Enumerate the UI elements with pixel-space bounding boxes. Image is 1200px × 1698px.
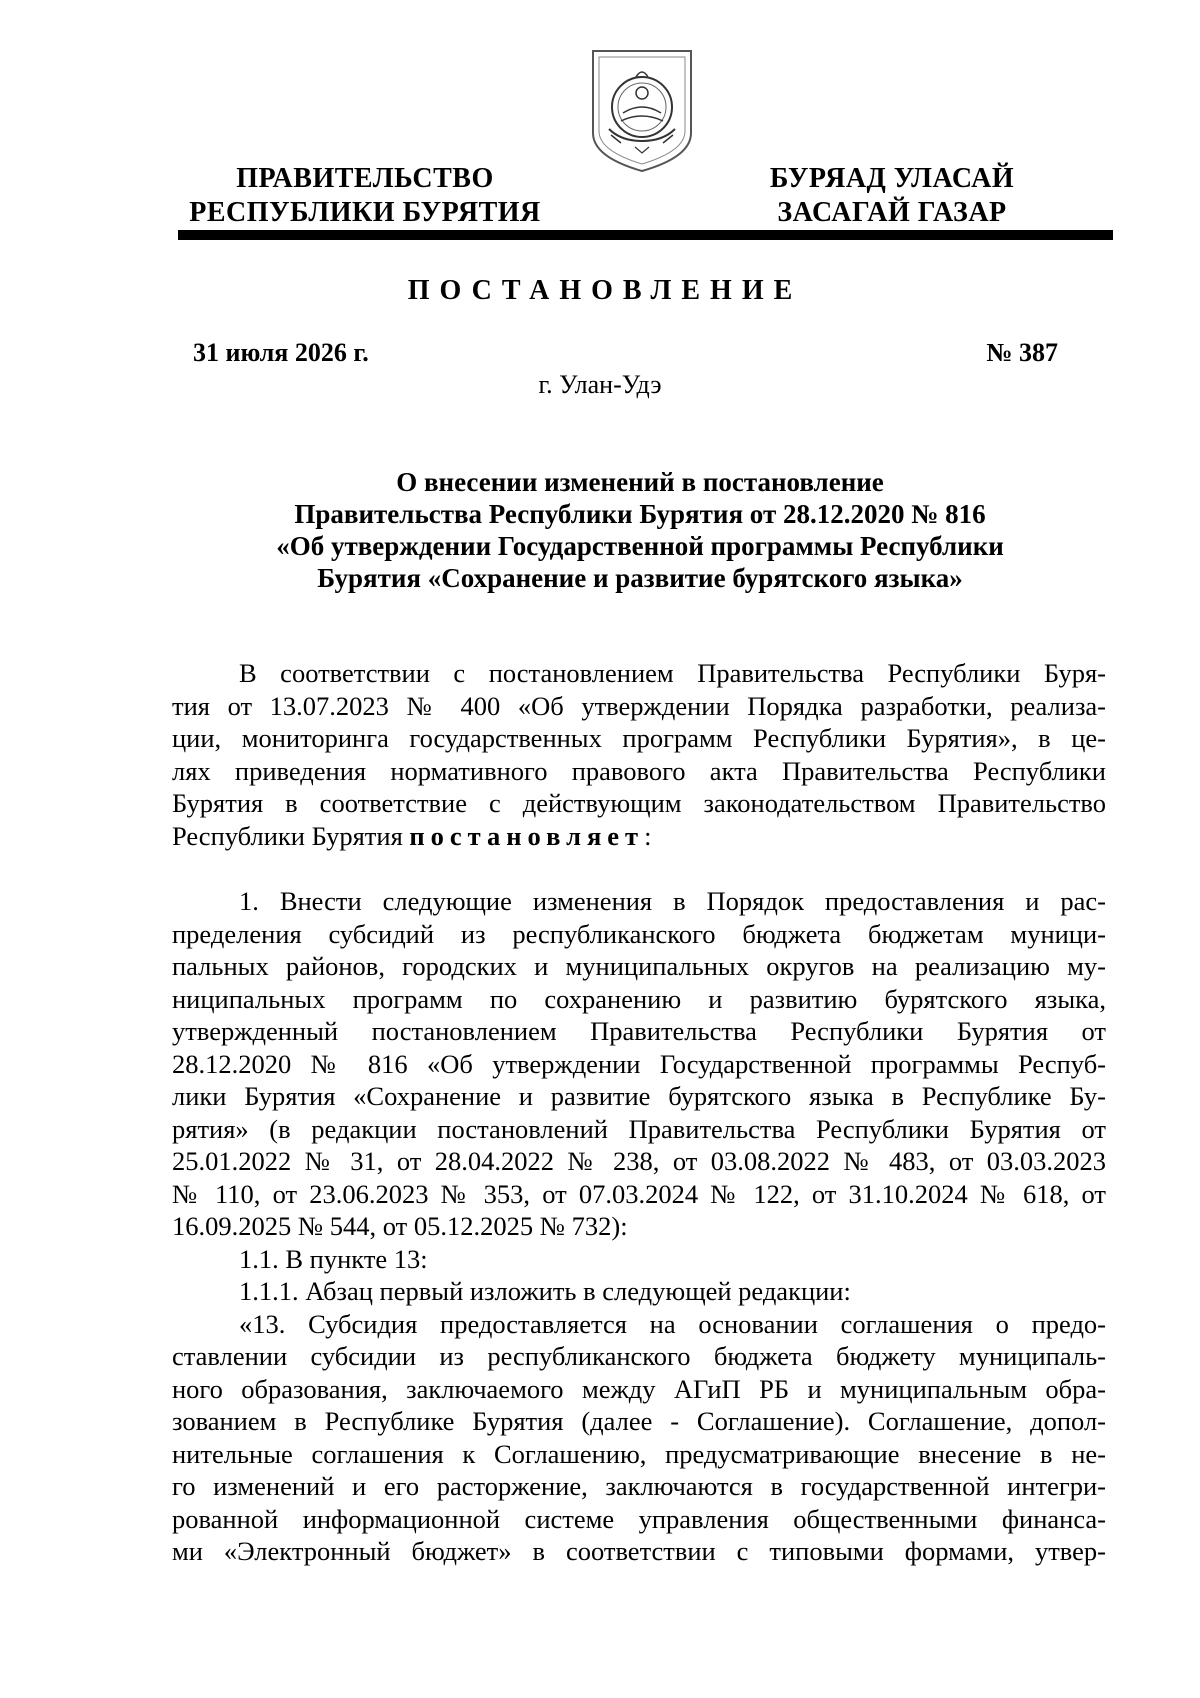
title-line: Бурятия «Сохранение и развитие бурятского языка»	[317, 563, 963, 593]
text-line: ниципальных программ по сохранению и развитию бурятского языка,	[172, 983, 1106, 1014]
text-line: 25.01.2022 № 31, от 28.04.2022 № 238, от 03.08.2022 № 483, от 03.03.2023	[172, 1146, 1106, 1176]
government-name-buryat-line-2: ЗАСАГАЙ ГАЗАР	[777, 197, 1007, 228]
government-name-line-1: ПРАВИТЕЛЬСТВО	[236, 163, 494, 194]
preamble-last-line-prefix: Республики Бурятия	[172, 820, 410, 851]
item-1-1-1: 1.1.1. Абзац первый изложить в следующей редакции:	[239, 1276, 851, 1306]
preamble-paragraph	[172, 657, 1106, 852]
text-line: рятия» (в редакции постановлений Правительства Республики Бурятия от	[172, 1113, 1106, 1144]
text-line: лики Бурятия «Сохранение и развитие бурятского языка в Республике Бу-	[172, 1081, 1106, 1111]
text-line: 28.12.2020 № 816 «Об утверждении Государственной программы Респуб-	[172, 1048, 1106, 1079]
text-line: тия от 13.07.2023 № 400 «Об утверждении Порядка разработки, реализа-	[172, 690, 1106, 721]
decree-number: № 387	[986, 338, 1058, 367]
title-line: «Об утверждении Государственной программы Республики	[276, 531, 1004, 561]
text-line: ставлении субсидии из республиканского бюджета бюджету муниципаль-	[172, 1341, 1106, 1371]
decree-title	[170, 466, 1110, 594]
text-line: 16.09.2025 № 544, от 05.12.2025 № 732):	[172, 1211, 628, 1241]
text-line: пределения субсидий из республиканского бюджета бюджетам муници-	[172, 918, 1106, 949]
text-line: 1. Внести следующие изменения в Порядок предоставления и рас-	[239, 886, 1106, 916]
text-line: «13. Субсидия предоставляется на основании соглашения о предо-	[239, 1308, 1106, 1339]
text-line: пальных районов, городских и муниципальных округов на реализацию му-	[172, 951, 1106, 981]
document-type-heading: ПОСТАНОВЛЕНИЕ	[407, 275, 803, 306]
government-name-russian	[160, 162, 570, 230]
decree-city: г. Улан-Удэ	[538, 370, 662, 399]
text-line: ми «Электронный бюджет» в соответствии с типовыми формами, утвер-	[172, 1536, 1106, 1566]
quoted-paragraph-13	[172, 1308, 1106, 1568]
decree-operative-word: постановляет	[409, 820, 645, 851]
text-line: рованной информационной системе управления общественными финанса-	[172, 1503, 1106, 1534]
preamble-last-line-suffix: :	[644, 820, 652, 851]
text-line: го изменений и его расторжение, заключаются в государственной интегри-	[172, 1471, 1106, 1501]
text-line: лях приведения нормативного правового акта Правительства Республики	[172, 755, 1106, 786]
text-line: Бурятия в соответствие с действующим законодательством Правительство	[172, 788, 1106, 818]
text-line: № 110, от 23.06.2023 № 353, от 07.03.2024 № 122, от 31.10.2024 № 618, от	[172, 1178, 1106, 1209]
text-line: утвержденный постановлением Правительства Республики Бурятия от	[172, 1016, 1106, 1046]
text-line: зованием в Республике Бурятия (далее - Соглашение). Соглашение, допол-	[172, 1406, 1106, 1436]
text-line: ного образования, заключаемого между АГиП РБ и муниципальным обра-	[172, 1373, 1106, 1404]
text-line	[172, 820, 1106, 853]
government-name-buryat	[742, 162, 1042, 230]
coat-of-arms-emblem	[591, 49, 693, 173]
item-1-paragraph	[172, 885, 1106, 1243]
item-1-1: 1.1. В пункте 13:	[239, 1243, 428, 1274]
decree-date: 31 июля 2026 г.	[193, 338, 369, 367]
title-line: О внесении изменений в постановление	[396, 467, 884, 497]
title-line: Правительства Республики Бурятия от 28.12.2020 № 816	[294, 499, 986, 529]
header-divider	[178, 230, 1113, 240]
decree-body	[172, 657, 1106, 1568]
government-name-line-2: РЕСПУБЛИКИ БУРЯТИЯ	[189, 197, 541, 228]
government-name-buryat-line-1: БУРЯАД УЛАСАЙ	[769, 163, 1015, 194]
text-line: ции, мониторинга государственных программ Республики Бурятия», в це-	[172, 723, 1106, 753]
text-line: В соответствии с постановлением Правительства Республики Буря-	[239, 658, 1106, 688]
text-line: нительные соглашения к Соглашению, предусматривающие внесение в не-	[172, 1438, 1106, 1469]
